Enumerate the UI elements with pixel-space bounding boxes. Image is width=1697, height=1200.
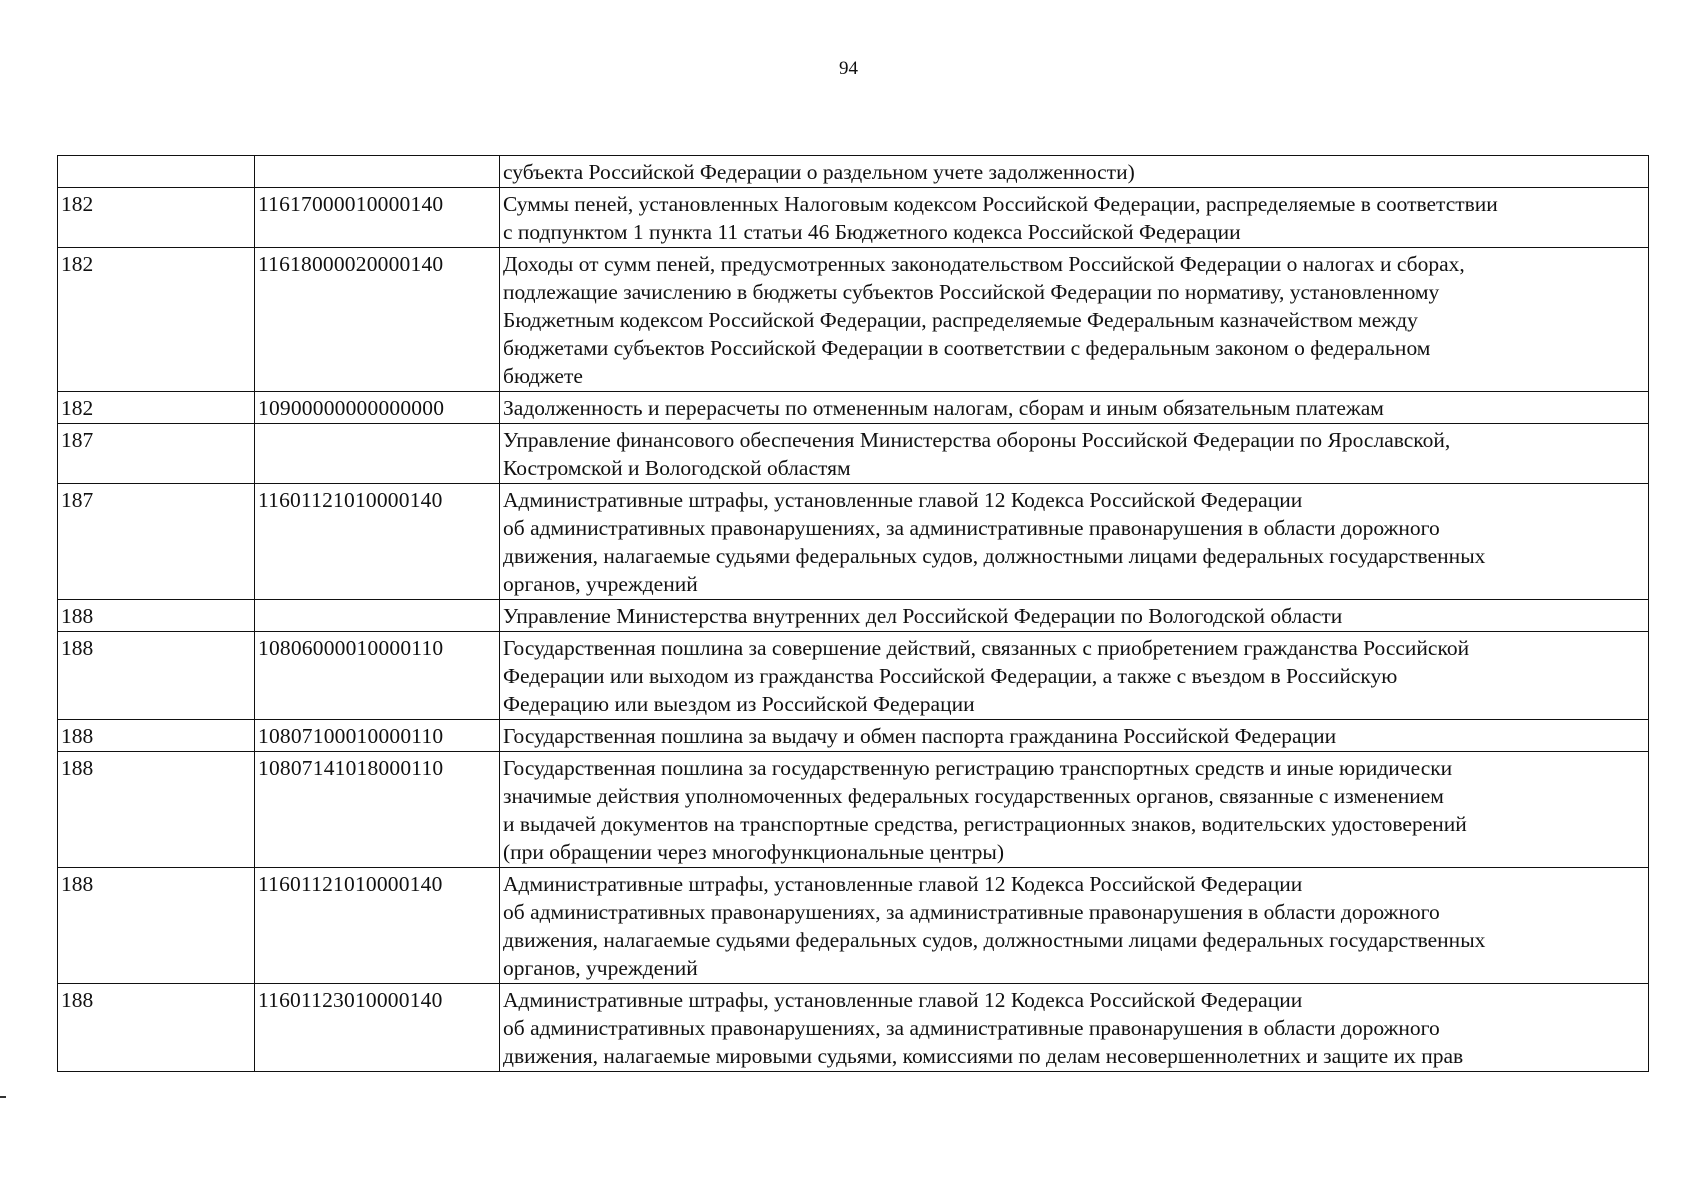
budget-code-cell <box>255 600 500 632</box>
description-cell: Государственная пошлина за совершение действий, связанных с приобретением гражданства Российской Федерации или выходом из гражданства Российской Федерации, а также с въездом в Российскую Федерацию или выездом из Российской Федерации <box>500 632 1649 720</box>
admin-code-cell: 188 <box>58 600 255 632</box>
margin-mark <box>0 1096 6 1098</box>
table-row <box>58 720 1649 752</box>
admin-code-cell: 188 <box>58 868 255 984</box>
table-row <box>58 248 1649 392</box>
budget-code-cell: 10806000010000110 <box>255 632 500 720</box>
budget-code-cell: 10900000000000000 <box>255 392 500 424</box>
table-row <box>58 188 1649 248</box>
admin-code-cell: 182 <box>58 392 255 424</box>
description-cell: Доходы от сумм пеней, предусмотренных законодательством Российской Федерации о налогах и сборах, подлежащие зачислению в бюджеты субъектов Российской Федерации по нормативу, установленному Бюджетным кодексом Российской Федерации, распределяемые Федеральным казначейством между бюджетами субъектов Российской Федерации в соответствии с федеральным законом о федеральном бюджете <box>500 248 1649 392</box>
table-row <box>58 600 1649 632</box>
description-cell: Административные штрафы, установленные главой 12 Кодекса Российской Федерации об административных правонарушениях, за административные правонарушения в области дорожного движения, налагаемые судьями федеральных судов, должностными лицами федеральных государственных органов, учреждений <box>500 484 1649 600</box>
page-number: 94 <box>839 58 858 79</box>
admin-code-cell: 188 <box>58 752 255 868</box>
description-cell: Задолженность и перерасчеты по отмененным налогам, сборам и иным обязательным платежам <box>500 392 1649 424</box>
description-cell: Государственная пошлина за государственную регистрацию транспортных средств и иные юридически значимые действия уполномоченных федеральных государственных органов, связанные с изменением и выдачей документов на транспортные средства, регистрационных знаков, водительских удостоверений (при обращении через многофункциональные центры) <box>500 752 1649 868</box>
budget-code-cell <box>255 156 500 188</box>
description-cell: Суммы пеней, установленных Налоговым кодексом Российской Федерации, распределяемые в соответствии с подпунктом 1 пункта 11 статьи 46 Бюджетного кодекса Российской Федерации <box>500 188 1649 248</box>
table-row <box>58 632 1649 720</box>
budget-code-cell <box>255 424 500 484</box>
table-row <box>58 868 1649 984</box>
admin-code-cell <box>58 156 255 188</box>
table-row <box>58 484 1649 600</box>
description-cell: Административные штрафы, установленные главой 12 Кодекса Российской Федерации об административных правонарушениях, за административные правонарушения в области дорожного движения, налагаемые судьями федеральных судов, должностными лицами федеральных государственных органов, учреждений <box>500 868 1649 984</box>
table-body <box>58 156 1649 1072</box>
description-cell: Управление финансового обеспечения Министерства обороны Российской Федерации по Ярославской, Костромской и Вологодской областям <box>500 424 1649 484</box>
description-cell: Управление Министерства внутренних дел Российской Федерации по Вологодской области <box>500 600 1649 632</box>
admin-code-cell: 188 <box>58 984 255 1072</box>
description-cell: Государственная пошлина за выдачу и обмен паспорта гражданина Российской Федерации <box>500 720 1649 752</box>
budget-code-cell: 10807141018000110 <box>255 752 500 868</box>
description-cell: Административные штрафы, установленные главой 12 Кодекса Российской Федерации об административных правонарушениях, за административные правонарушения в области дорожного движения, налагаемые мировыми судьями, комиссиями по делам несовершеннолетних и защите их прав <box>500 984 1649 1072</box>
admin-code-cell: 188 <box>58 720 255 752</box>
admin-code-cell: 182 <box>58 248 255 392</box>
admin-code-cell: 188 <box>58 632 255 720</box>
budget-code-cell: 11601121010000140 <box>255 868 500 984</box>
admin-code-cell: 187 <box>58 424 255 484</box>
table-row <box>58 752 1649 868</box>
budget-code-cell: 11618000020000140 <box>255 248 500 392</box>
admin-code-cell: 182 <box>58 188 255 248</box>
budget-code-cell: 10807100010000110 <box>255 720 500 752</box>
budget-code-cell: 11617000010000140 <box>255 188 500 248</box>
revenue-codes-table <box>57 155 1649 1072</box>
admin-code-cell: 187 <box>58 484 255 600</box>
table-row <box>58 984 1649 1072</box>
table-row <box>58 156 1649 188</box>
budget-code-cell: 11601123010000140 <box>255 984 500 1072</box>
description-cell: субъекта Российской Федерации о раздельном учете задолженности) <box>500 156 1649 188</box>
table-row <box>58 392 1649 424</box>
budget-code-cell: 11601121010000140 <box>255 484 500 600</box>
table-row <box>58 424 1649 484</box>
